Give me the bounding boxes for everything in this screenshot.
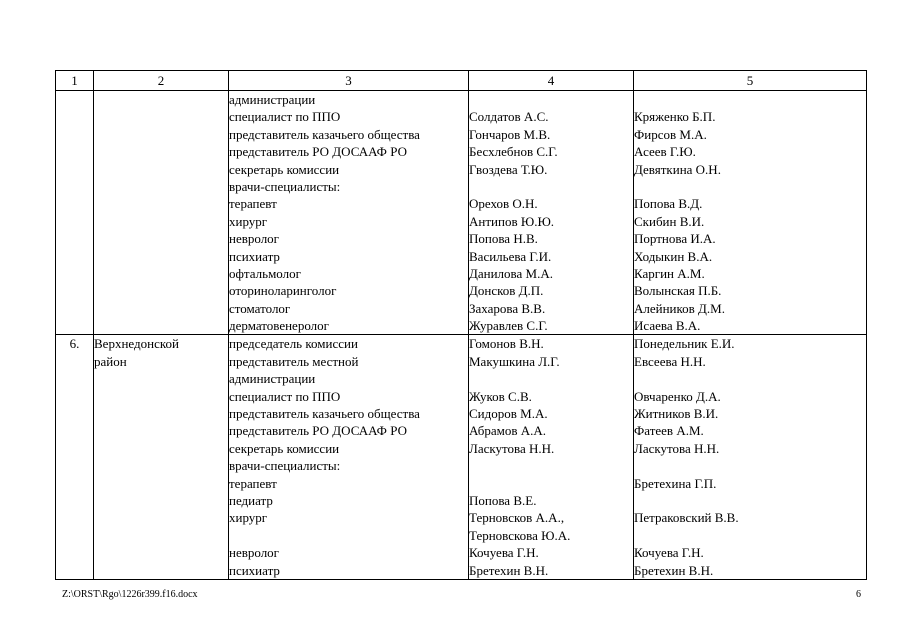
- cell-line: Житников В.И.: [634, 406, 719, 422]
- cell-line: врачи-специалисты:: [229, 458, 341, 474]
- cell-line: Портнова И.А.: [634, 231, 716, 247]
- cell-line: Асеев Г.Ю.: [634, 144, 696, 160]
- header-col-4: 4: [469, 71, 634, 91]
- cell-line: Попова Н.В.: [469, 231, 538, 247]
- cell-line: Бретехин В.Н.: [469, 562, 549, 578]
- cell-line: терапевт: [229, 196, 277, 212]
- cell-line: Ласкутова Н.Н.: [634, 440, 720, 456]
- cell-line: Данилова М.А.: [469, 265, 553, 281]
- cell-line: Ходыкин В.А.: [634, 248, 713, 264]
- cell-line: невролог: [229, 231, 280, 247]
- cell-line: Фатеев А.М.: [634, 423, 704, 439]
- cell-line: представитель казачьего общества: [229, 406, 420, 422]
- cell-line: Гвоздева Т.Ю.: [469, 161, 548, 177]
- cell-line: Кочуева Г.Н.: [469, 545, 539, 561]
- cell-line: Каргин А.М.: [634, 265, 705, 281]
- cell-line: Терновскова Ю.А.: [469, 527, 571, 543]
- cell-line: Скибин В.И.: [634, 213, 705, 229]
- table-row: [56, 91, 867, 335]
- cell-line: врачи-специалисты:: [229, 178, 341, 194]
- cell-line: психиатр: [229, 562, 280, 578]
- cell-line: Бесхлебнов С.Г.: [469, 144, 558, 160]
- cell-line: Терновсков А.А.,: [469, 510, 565, 526]
- cell-line: [634, 492, 866, 509]
- cell-line: Захарова В.В.: [469, 300, 546, 316]
- cell-line: [469, 370, 633, 387]
- cell-line: Донсков Д.П.: [469, 283, 544, 299]
- cell-line: [469, 178, 633, 195]
- cell-line: [229, 527, 468, 544]
- cell-line: Орехов О.Н.: [469, 196, 538, 212]
- cell-line: [634, 457, 866, 474]
- cell-line: [634, 527, 866, 544]
- cell-line: педиатр: [229, 492, 273, 508]
- row-number: [56, 91, 94, 335]
- cell-line: администрации: [229, 371, 316, 387]
- row-number: 6.: [56, 335, 94, 579]
- cell-line: Бретехина Г.П.: [634, 475, 717, 491]
- cell-line: Сидоров М.А.: [469, 406, 548, 422]
- cell-line: Жуков С.В.: [469, 388, 532, 404]
- cell-line: Журавлев С.Г.: [469, 318, 548, 334]
- commission-table: [55, 70, 867, 580]
- cell-line: офтальмолог: [229, 265, 301, 281]
- cell-line: Васильева Г.И.: [469, 248, 552, 264]
- cell-line: представитель местной: [229, 353, 359, 369]
- cell-line: [634, 178, 866, 195]
- cell-line: представитель РО ДОСААФ РО: [229, 423, 407, 439]
- footer-file-path: Z:\ORST\Rgo\1226r399.f16.docx: [62, 589, 198, 600]
- cell-line: [469, 457, 633, 474]
- cell-line: Макушкина Л.Г.: [469, 353, 560, 369]
- cell-line: секретарь комиссии: [229, 161, 340, 177]
- cell-line: Девяткина О.Н.: [634, 161, 721, 177]
- roles-cell: [229, 91, 469, 335]
- cell-line: Попова В.Д.: [634, 196, 703, 212]
- cell-line: Исаева В.А.: [634, 318, 701, 334]
- reserves-cell: [634, 335, 867, 579]
- table-header-row: [56, 71, 867, 91]
- cell-line: стоматолог: [229, 300, 291, 316]
- footer-page-number: 6: [856, 589, 861, 600]
- cell-line: [469, 475, 633, 492]
- cell-line: Бретехин В.Н.: [634, 562, 714, 578]
- cell-line: представитель РО ДОСААФ РО: [229, 144, 407, 160]
- cell-line: район: [94, 353, 127, 369]
- roles-cell: [229, 335, 469, 579]
- cell-line: Ласкутова Н.Н.: [469, 440, 555, 456]
- cell-line: Волынская П.Б.: [634, 283, 722, 299]
- cell-line: Гончаров М.В.: [469, 126, 551, 142]
- cell-line: [634, 370, 866, 387]
- cell-line: Верхнедонской: [94, 336, 179, 352]
- district-cell: [94, 335, 229, 579]
- cell-line: Абрамов А.А.: [469, 423, 547, 439]
- cell-line: Фирсов М.А.: [634, 126, 707, 142]
- cell-line: невролог: [229, 545, 280, 561]
- cell-line: Евсеева Н.Н.: [634, 353, 706, 369]
- cell-line: председатель комиссии: [229, 336, 358, 352]
- members-cell: [469, 91, 634, 335]
- cell-line: оториноларинголог: [229, 283, 337, 299]
- header-col-3: 3: [229, 71, 469, 91]
- cell-line: Овчаренко Д.А.: [634, 388, 721, 404]
- cell-line: психиатр: [229, 248, 280, 264]
- cell-line: хирург: [229, 213, 268, 229]
- table-row: [56, 335, 867, 579]
- reserves-cell: [634, 91, 867, 335]
- district-cell: [94, 91, 229, 335]
- cell-line: Солдатов А.С.: [469, 109, 549, 125]
- cell-line: [634, 91, 866, 108]
- cell-line: Кряженко Б.П.: [634, 109, 716, 125]
- cell-line: [469, 91, 633, 108]
- cell-line: дерматовенеролог: [229, 318, 329, 334]
- cell-line: администрации: [229, 92, 316, 107]
- cell-line: Попова В.Е.: [469, 492, 537, 508]
- cell-line: хирург: [229, 510, 268, 526]
- cell-line: специалист по ППО: [229, 388, 341, 404]
- cell-line: представитель казачьего общества: [229, 126, 420, 142]
- cell-line: Антипов Ю.Ю.: [469, 213, 555, 229]
- header-col-2: 2: [94, 71, 229, 91]
- header-col-1: 1: [56, 71, 94, 91]
- header-col-5: 5: [634, 71, 867, 91]
- cell-line: специалист по ППО: [229, 109, 341, 125]
- cell-line: Петраковский В.В.: [634, 510, 739, 526]
- members-cell: [469, 335, 634, 579]
- cell-line: Кочуева Г.Н.: [634, 545, 704, 561]
- cell-line: терапевт: [229, 475, 277, 491]
- cell-line: секретарь комиссии: [229, 440, 340, 456]
- cell-line: Гомонов В.Н.: [469, 336, 544, 352]
- cell-line: Алейников Д.М.: [634, 300, 725, 316]
- cell-line: Понедельник Е.И.: [634, 336, 735, 352]
